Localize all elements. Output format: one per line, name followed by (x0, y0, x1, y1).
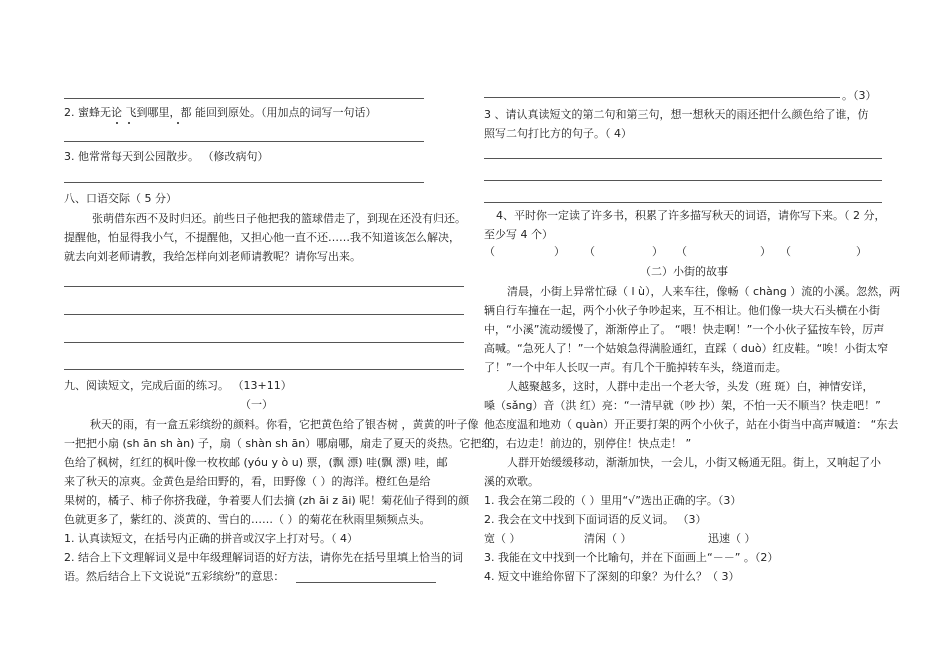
question-3-text: 照写二句打比方的句子。（ 4） (484, 127, 632, 140)
reading-2-title: （二）小街的故事 (640, 265, 728, 278)
reading-2-question-2: 2. 我会在文中找到下面词语的反义词。 （3） (484, 513, 707, 526)
section-8-title: 八、口语交际（ 5 分） (64, 192, 177, 205)
emphasis-dot (177, 122, 179, 124)
paren-open: （ (780, 245, 791, 258)
answer-line[interactable] (484, 97, 840, 98)
paren-open: （ (584, 245, 595, 258)
reading-2-line: 人越聚越多，这时，人群中走出一个老大爷，头发（班 斑）白，神情安详， (507, 380, 874, 393)
score-label: 。（3） (842, 89, 877, 102)
emphasis-dot (128, 122, 130, 124)
emphasis-dot (116, 122, 118, 124)
reading-2-line: 清晨，小街上异常忙碌（ l ù），人来车往，像畅（ chàng ）流的小溪。忽然，两 (507, 285, 901, 298)
paren-open: （ (676, 245, 687, 258)
paren-close: ） (760, 245, 771, 258)
reading-2-line: 的，右边走！前边的，别停住！快点走！ ” (484, 437, 692, 450)
reading-2-line: 溪的欢歌。 (484, 475, 539, 488)
answer-line[interactable] (64, 314, 464, 315)
paren-close: ） (652, 245, 663, 258)
question-4-text: 4、平时你一定读了许多书，积累了许多描写秋天的词语，请你写下来。（ 2 分， (496, 209, 886, 222)
reading-2-line: 高喊。“急死人了！”一个姑娘急得满脸通红，直踩（ duò）红皮鞋。“唉！小街太窄 (484, 342, 889, 355)
answer-line[interactable] (484, 180, 882, 181)
answer-line[interactable] (64, 286, 464, 287)
reading-2-line: 嗓（sǎng）音（洪 红）亮：“一清早就（吵 抄）架，不怕一天不顺当？快走吧！” (484, 399, 881, 412)
antonym-item: 宽（ ） (484, 532, 521, 545)
answer-line[interactable] (484, 158, 882, 159)
paren-open: （ (484, 245, 495, 258)
answer-line[interactable] (296, 582, 436, 583)
reading-1-question-1: 1. 认真读短文，在括号内正确的拼音或汉字上打对号。（ 4） (64, 532, 358, 545)
reading-1-line: 果树的，橘子、柿子你挤我碰，争着要人们去摘 (zh āi z āi) 呢！菊花仙子得到的颜 (64, 494, 470, 507)
question-3-text: 3. 他常常每天到公园散步。 （修改病句） (64, 150, 269, 163)
section-8-paragraph: 就去向刘老师请教，我给怎样向刘老师请教呢？请你写出来。 (64, 250, 361, 263)
answer-line[interactable] (64, 342, 464, 343)
reading-1-question-2: 2. 结合上下文理解词义是中年级理解词语的好方法，请你先在括号里填上恰当的词 (64, 551, 463, 564)
paren-close: ） (856, 245, 867, 258)
reading-1-line: 色给了枫树，红红的枫叶像一枚枚邮 (yóu y ò u) 票，(飘 漂) 哇(飘 漂) 哇，邮 (64, 456, 448, 469)
reading-2-question-1: 1. 我会在第二段的（ ）里用“√”选出正确的字。（3） (484, 494, 742, 507)
reading-1-line: 一把把小扇 (sh ān sh àn) 子，扇（ shàn sh ān）哪扇哪，扇走了夏天的炎热。它把红 (64, 437, 493, 450)
antonym-item: 迅速（ ） (708, 532, 756, 545)
reading-2-line: 了！”一个中年人长叹一声。有几个干脆掉转车头，绕道而走。 (484, 361, 787, 374)
paren-close: ） (554, 245, 565, 258)
reading-2-question-3: 3. 我能在文中找到一个比喻句，并在下面画上“－－” 。（2） (484, 551, 779, 564)
answer-line[interactable] (64, 98, 424, 99)
answer-line[interactable] (64, 369, 464, 370)
reading-2-line: 辆自行车撞在一起，两个小伙子争吵起来，互不相让。他们像一块大石头横在小街 (484, 304, 880, 317)
question-4-text: 至少写 4 个） (484, 228, 553, 241)
reading-2-line: 中，“小溪”流动缓慢了，渐渐停止了。 “喂！快走啊！”一个小伙子猛按车铃，厉声 (484, 323, 885, 336)
question-3-text: 3 、请认真读短文的第二句和第三句，想一想秋天的雨还把什么颜色给了谁，仿 (484, 108, 869, 121)
section-8-paragraph: 提醒他，怕显得我小气，不提醒他，又担心他一直不还……我不知道该怎么解决， (64, 231, 460, 244)
reading-1-line: 秋天的雨，有一盒五彩缤纷的颜料。你看，它把黄色给了银杏树 ，黄黄的叶子像 (90, 418, 479, 431)
reading-1-line: 来了秋天的凉爽。金黄色是给田野的，看，田野像（ ）的海洋。橙红色是给 (64, 475, 431, 488)
section-8-paragraph: 张萌借东西不及时归还。前些日子他把我的篮球借走了，到现在还没有归还。 (92, 212, 466, 225)
reading-1-question-2: 语。然后结合上下文说说“五彩缤纷”的意思： (64, 570, 285, 583)
reading-2-line: 人群开始缓缓移动，渐渐加快，一会儿，小街又畅通无阻。街上，又响起了小 (507, 456, 881, 469)
answer-line[interactable] (64, 141, 424, 142)
reading-1-subtitle: （一） (240, 398, 273, 411)
reading-1-line: 色就更多了，紫红的、淡黄的、雪白的……（ ）的菊花在秋雨里频频点头。 (64, 513, 431, 526)
answer-line[interactable] (484, 202, 882, 203)
reading-2-line: 他态度温和地劝（ quàn）开正要打架的两个小伙子，站在小街当中高声喊道： “东去 (484, 418, 899, 431)
answer-line[interactable] (64, 182, 424, 183)
antonym-item: 清闲（ ） (584, 532, 632, 545)
section-9-title: 九、阅读短文，完成后面的练习。 （13+11） (64, 379, 292, 392)
question-2-text: 2. 蜜蜂无论 飞到哪里，都 能回到原处。（用加点的词写一句话） (64, 106, 377, 119)
reading-2-question-4: 4. 短文中谁给你留下了深刻的印象？为什么？（ 3） (484, 570, 740, 583)
